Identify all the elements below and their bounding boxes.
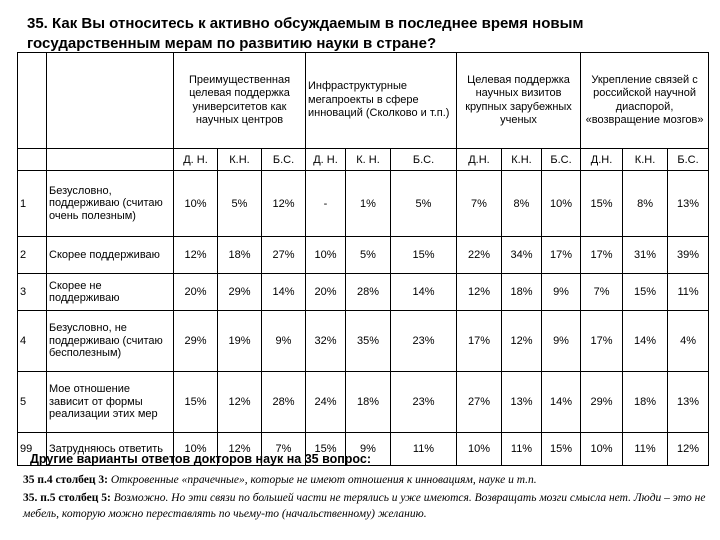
value-cell: 18% [346, 372, 391, 433]
question-title: 35. Как Вы относитесь к активно обсуждаемым в последнее время новым государственным мерам по развитию науки в стране? [27, 15, 584, 52]
row-label: Безусловно, поддерживаю (считаю очень полезным) [47, 171, 174, 237]
subheader-row [18, 149, 709, 171]
value-cell: 7% [262, 433, 306, 466]
subheader-cell: Д.Н. [581, 149, 623, 171]
value-cell: 12% [457, 274, 502, 311]
table-row [18, 311, 709, 372]
value-cell: - [306, 171, 346, 237]
row-label: Мое отношение зависит от формы реализации этих мер [47, 372, 174, 433]
value-cell: 15% [391, 237, 457, 274]
value-cell: 27% [457, 372, 502, 433]
row-number: 5 [18, 372, 47, 433]
value-cell: 15% [306, 433, 346, 466]
value-cell: 31% [623, 237, 668, 274]
subheader-cell: К.Н. [623, 149, 668, 171]
corner-cell [47, 53, 174, 149]
value-cell: 9% [542, 311, 581, 372]
value-cell: 12% [668, 433, 709, 466]
value-cell: 14% [391, 274, 457, 311]
table-row [18, 372, 709, 433]
note-ref: 35. п.5 столбец 5: [23, 492, 111, 504]
value-cell: 14% [623, 311, 668, 372]
value-cell: 29% [174, 311, 218, 372]
table-row [18, 171, 709, 237]
value-cell: 12% [502, 311, 542, 372]
table-row [18, 237, 709, 274]
value-cell: 17% [457, 311, 502, 372]
value-cell: 10% [581, 433, 623, 466]
group-header-row [18, 53, 709, 149]
subheader-cell: Б.С. [391, 149, 457, 171]
subheader-cell: Б.С. [542, 149, 581, 171]
subheader-cell: Д. Н. [174, 149, 218, 171]
value-cell: 12% [218, 433, 262, 466]
value-cell: 15% [174, 372, 218, 433]
note-ref: 35 п.4 столбец 3: [23, 474, 108, 486]
value-cell: 10% [306, 237, 346, 274]
value-cell: 11% [391, 433, 457, 466]
group-header-megaprojects: Инфраструктурные мегапроекты в сфере инноваций (Сколково и т.п.) [306, 53, 457, 149]
value-cell: 10% [542, 171, 581, 237]
value-cell: 13% [668, 171, 709, 237]
value-cell: 11% [502, 433, 542, 466]
subheader-cell: Б.С. [668, 149, 709, 171]
value-cell: 23% [391, 372, 457, 433]
note-text: Откровенные «прачечные», которые не имеют отношения к инновациям, науке и т.п. [110, 474, 537, 486]
value-cell: 9% [262, 311, 306, 372]
row-label: Скорее не поддерживаю [47, 274, 174, 311]
row-label: Безусловно, не поддерживаю (считаю бесполезным) [47, 311, 174, 372]
value-cell: 19% [218, 311, 262, 372]
value-cell: 9% [346, 433, 391, 466]
value-cell: 8% [502, 171, 542, 237]
value-cell: 11% [623, 433, 668, 466]
value-cell: 12% [218, 372, 262, 433]
value-cell: 5% [218, 171, 262, 237]
value-cell: 28% [262, 372, 306, 433]
value-cell: 13% [668, 372, 709, 433]
row-label: Затрудняюсь ответить [47, 433, 174, 466]
group-header-diaspora: Укрепление связей с российской научной диаспорой, «возвращение мозгов» [581, 53, 709, 149]
value-cell: 7% [457, 171, 502, 237]
value-cell: 23% [391, 311, 457, 372]
subheader-cell: К.Н. [218, 149, 262, 171]
corner-cell [18, 53, 47, 149]
value-cell: 34% [502, 237, 542, 274]
value-cell: 28% [346, 274, 391, 311]
value-cell: 11% [668, 274, 709, 311]
value-cell: 29% [581, 372, 623, 433]
group-header-universities: Преимущественная целевая поддержка университетов как научных центров [174, 53, 306, 149]
value-cell: 20% [306, 274, 346, 311]
value-cell: 15% [623, 274, 668, 311]
value-cell: 22% [457, 237, 502, 274]
value-cell: 8% [623, 171, 668, 237]
value-cell: 4% [668, 311, 709, 372]
value-cell: 35% [346, 311, 391, 372]
value-cell: 10% [457, 433, 502, 466]
value-cell: 10% [174, 171, 218, 237]
corner-cell [18, 149, 47, 171]
value-cell: 32% [306, 311, 346, 372]
subheader-cell: К.Н. [502, 149, 542, 171]
subheader-cell: Д.Н. [457, 149, 502, 171]
value-cell: 12% [174, 237, 218, 274]
value-cell: 39% [668, 237, 709, 274]
value-cell: 24% [306, 372, 346, 433]
row-number: 1 [18, 171, 47, 237]
value-cell: 5% [346, 237, 391, 274]
survey-table [17, 52, 709, 466]
value-cell: 17% [542, 237, 581, 274]
value-cell: 17% [581, 237, 623, 274]
row-number: 3 [18, 274, 47, 311]
value-cell: 18% [623, 372, 668, 433]
value-cell: 7% [581, 274, 623, 311]
value-cell: 15% [542, 433, 581, 466]
row-number: 99 [18, 433, 47, 466]
row-number: 2 [18, 237, 47, 274]
value-cell: 13% [502, 372, 542, 433]
value-cell: 18% [502, 274, 542, 311]
row-label: Скорее поддерживаю [47, 237, 174, 274]
subheader-cell: Д. Н. [306, 149, 346, 171]
value-cell: 27% [262, 237, 306, 274]
value-cell: 9% [542, 274, 581, 311]
value-cell: 29% [218, 274, 262, 311]
value-cell: 17% [581, 311, 623, 372]
corner-cell [47, 149, 174, 171]
value-cell: 20% [174, 274, 218, 311]
note-text: Возможно. Но эти связи по большей части не терялись и уже имеются. Возвращать мозги смысла нет. Люди – это не мебель, которую можно переставлять по чьему-то (начальственному) желанию. [23, 492, 706, 520]
subheader-cell: К. Н. [346, 149, 391, 171]
row-number: 4 [18, 311, 47, 372]
value-cell: 15% [581, 171, 623, 237]
value-cell: 10% [174, 433, 218, 466]
note-2 [23, 490, 713, 522]
note-1 [23, 472, 713, 488]
value-cell: 18% [218, 237, 262, 274]
subheader-cell: Б.С. [262, 149, 306, 171]
group-header-visits: Целевая поддержка научных визитов крупных зарубежных ученых [457, 53, 581, 149]
value-cell: 12% [262, 171, 306, 237]
value-cell: 14% [542, 372, 581, 433]
value-cell: 1% [346, 171, 391, 237]
value-cell: 5% [391, 171, 457, 237]
other-answers-heading: Другие варианты ответов докторов наук на 35 вопрос: [30, 452, 372, 466]
table-row [18, 274, 709, 311]
value-cell: 14% [262, 274, 306, 311]
